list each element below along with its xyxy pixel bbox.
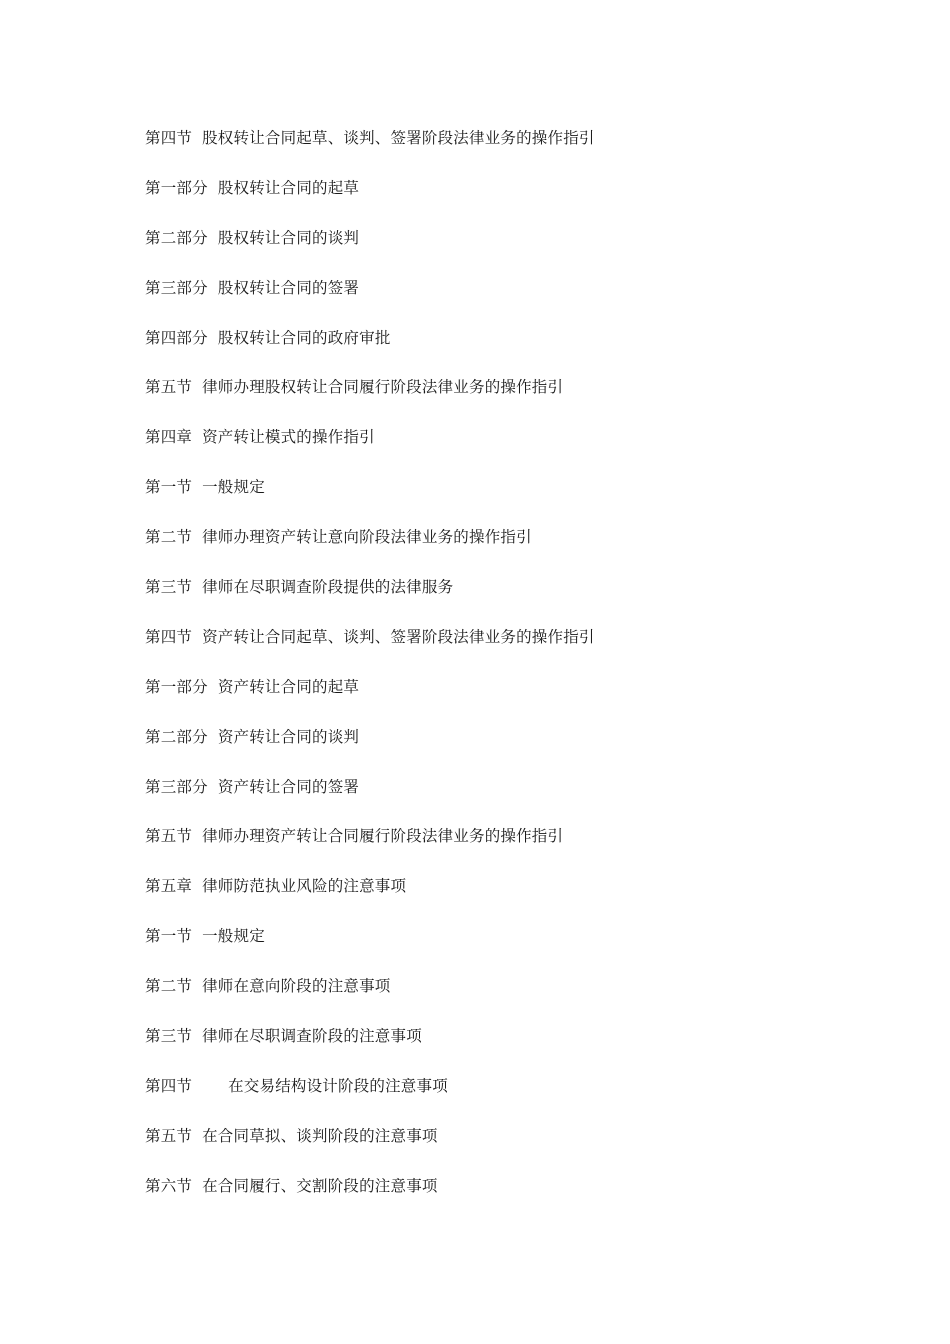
toc-entry (145, 373, 595, 423)
toc-entry-title: 一般规定 (202, 927, 265, 946)
toc-entry (145, 573, 595, 623)
toc-entry-title: 律师在意向阶段的注意事项 (202, 977, 391, 996)
toc-entry (145, 1172, 595, 1222)
toc-entry (145, 1122, 595, 1172)
toc-entry-label: 第一节 (145, 927, 193, 946)
toc-entry-title: 律师办理资产转让合同履行阶段法律业务的操作指引 (202, 827, 564, 846)
toc-entry-title: 股权转让合同起草、谈判、签署阶段法律业务的操作指引 (202, 129, 595, 147)
toc-entry (145, 822, 595, 872)
toc-entry-label: 第三节 (145, 578, 193, 597)
toc-entry (145, 523, 595, 573)
toc-entry-label: 第四节 (145, 627, 193, 646)
toc-entry-label: 第一部分 (145, 677, 208, 696)
toc-entry-title: 股权转让合同的谈判 (217, 228, 360, 247)
toc-entry (145, 224, 595, 274)
toc-entry-label: 第四章 (145, 428, 193, 447)
toc-entry-title: 律师办理资产转让意向阶段法律业务的操作指引 (202, 528, 532, 547)
toc-entry-title: 资产转让合同起草、谈判、签署阶段法律业务的操作指引 (202, 627, 595, 646)
toc-entry (145, 673, 595, 723)
toc-entry-title: 律师防范执业风险的注意事项 (202, 877, 407, 896)
toc-entry-label: 第四节 (145, 1076, 193, 1095)
toc-entry (145, 174, 595, 224)
toc-entry (145, 324, 595, 374)
toc-entry-label: 第三节 (145, 1027, 193, 1046)
toc-entry-title: 股权转让合同的起草 (217, 178, 360, 197)
toc-entry-label: 第五章 (145, 877, 193, 896)
toc-entry (145, 623, 595, 673)
toc-entry (145, 872, 595, 922)
toc-entry-label: 第四部分 (145, 328, 208, 347)
toc-entry-title: 律师在尽职调查阶段提供的法律服务 (202, 578, 454, 597)
toc-entry (145, 473, 595, 523)
toc-entry (145, 423, 595, 473)
toc-entry-title: 资产转让模式的操作指引 (202, 428, 375, 447)
toc-entry-label: 第三部分 (145, 777, 208, 796)
toc-entry (145, 972, 595, 1022)
toc-entry-label: 第一节 (145, 478, 193, 497)
toc-entry-label: 第五节 (145, 378, 193, 397)
toc-entry-label: 第二节 (145, 977, 193, 996)
toc-entry (145, 274, 595, 324)
toc-entry-label: 第六节 (145, 1176, 193, 1195)
toc-entry-title: 在交易结构设计阶段的注意事项 (228, 1076, 448, 1095)
toc-entry-label: 第五节 (145, 1126, 193, 1145)
toc-entry-title: 在合同履行、交割阶段的注意事项 (202, 1176, 438, 1195)
toc-entry-title: 一般规定 (202, 478, 265, 497)
toc-entry (145, 124, 595, 174)
table-of-contents (145, 124, 595, 1222)
toc-entry-title: 股权转让合同的政府审批 (217, 328, 391, 347)
toc-entry-label: 第五节 (145, 827, 193, 846)
toc-entry-title: 律师办理股权转让合同履行阶段法律业务的操作指引 (202, 378, 564, 397)
toc-entry (145, 1072, 595, 1122)
toc-entry (145, 1022, 595, 1072)
toc-entry-title: 律师在尽职调查阶段的注意事项 (202, 1027, 422, 1046)
toc-entry-title: 股权转让合同的签署 (217, 278, 360, 297)
toc-entry-label: 第一部分 (145, 178, 208, 197)
toc-entry-label: 第四节 (145, 129, 193, 147)
toc-entry (145, 773, 595, 823)
toc-entry-label: 第三部分 (145, 278, 208, 297)
toc-entry-label: 第二部分 (145, 228, 208, 247)
toc-entry-label: 第二节 (145, 528, 193, 547)
toc-entry-title: 资产转让合同的签署 (217, 777, 360, 796)
toc-entry (145, 723, 595, 773)
toc-entry-title: 资产转让合同的起草 (217, 677, 360, 696)
toc-entry-title: 资产转让合同的谈判 (217, 727, 360, 746)
toc-entry-label: 第二部分 (145, 727, 208, 746)
toc-entry-title: 在合同草拟、谈判阶段的注意事项 (202, 1126, 438, 1145)
toc-entry (145, 922, 595, 972)
